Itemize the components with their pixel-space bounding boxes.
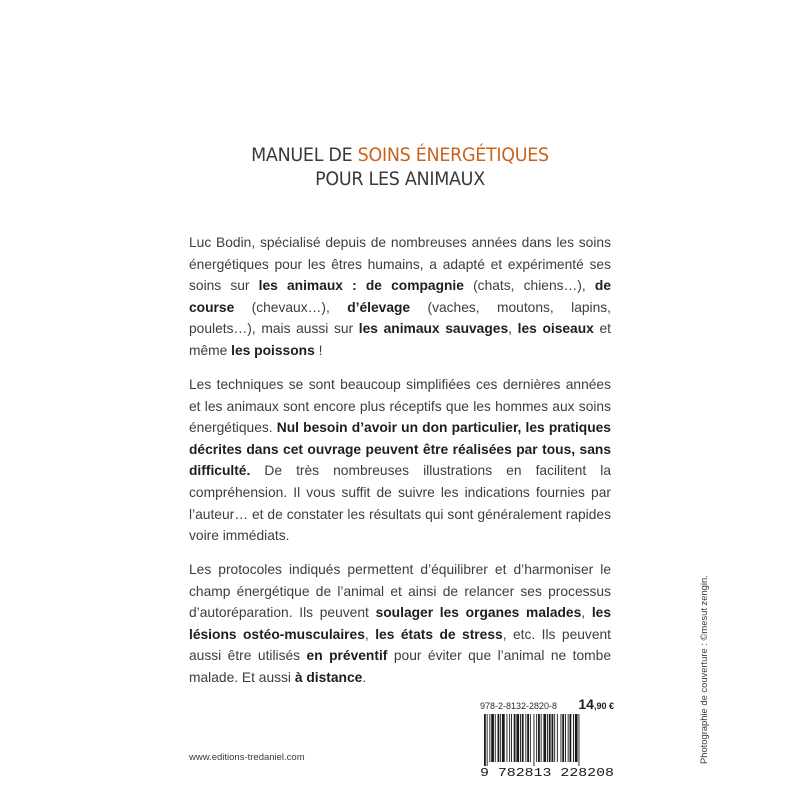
barcode-bar: [484, 714, 486, 766]
barcode-bar: [561, 714, 562, 762]
barcode-bar: [525, 714, 526, 762]
barcode-bar: [547, 714, 548, 762]
barcode-bar: [502, 714, 505, 762]
photo-credit: Photographie de couverture : ©mesut zengin.: [698, 575, 709, 764]
barcode-bar: [507, 714, 508, 762]
barcode-bar: [557, 714, 558, 762]
paragraph-1: Luc Bodin, spécialisé depuis de nombreuses années dans les soins énergétiques pour les êtres humains, a adapté et expérimenté ses soins sur les animaux : de compagnie (chats, chiens…), de course (chevaux…), d’élevage (vaches, moutons, lapins, poulets…), mais aussi sur les animaux sauvages, les oiseaux et même les poissons !: [189, 235, 612, 358]
isbn-price-row: [480, 696, 614, 712]
barcode-bar: [522, 714, 524, 762]
paragraph-2: Les techniques se sont beaucoup simplifiées ces dernières années et les animaux sont encore plus réceptifs que les hommes aux soins énergétiques. Nul besoin d’avoir un don particulier, les pratiques décrites dans cet ouvrage peuvent être réalisées par tous, sans difficulté. De très nombreuses illustrations en facilitent la compréhension. Il vous suffit de suivre les indications fournies par l’auteur… et de constater les résultats qui sont généralement rapides voire immédiats.: [189, 376, 611, 544]
title-accent: SOINS ÉNERGÉTIQUES: [357, 144, 549, 166]
barcode-bar: [511, 714, 512, 762]
barcode-bar: [538, 714, 540, 762]
barcode-bar: [534, 714, 535, 766]
price: 14,90 €: [578, 696, 614, 712]
barcode-bar: [575, 714, 578, 762]
book-title: [32, 143, 768, 191]
barcode-image: [478, 714, 616, 778]
title-line-1: MANUEL DE SOINS ÉNERGÉTIQUES: [251, 144, 549, 166]
barcode-bar: [489, 714, 490, 762]
barcode-bar: [520, 714, 521, 762]
barcode-digits: 9 782813 228208: [480, 767, 615, 778]
barcode-bar: [527, 714, 529, 762]
barcode-bar: [543, 714, 546, 762]
barcode-bar: [495, 714, 496, 762]
barcode-bar: [498, 714, 500, 762]
back-cover-text: [189, 232, 611, 701]
barcode-bar: [491, 714, 494, 762]
barcode-bar: [487, 714, 488, 766]
barcode-bar: [541, 714, 542, 762]
barcode-bar: [516, 714, 519, 762]
barcode-block: [478, 696, 618, 778]
barcode-bar: [500, 714, 501, 762]
title-line-2: POUR LES ANIMAUX: [315, 168, 485, 190]
barcode-bar: [536, 714, 537, 762]
barcode-bar: [562, 714, 564, 762]
barcode-bar: [579, 714, 580, 766]
barcode-bar: [509, 714, 510, 762]
publisher-website: www.editions-tredaniel.com: [189, 752, 305, 763]
barcode-bar: [554, 714, 555, 762]
barcode-bar: [565, 714, 566, 762]
barcode-bar: [570, 714, 572, 762]
barcode-bar: [573, 714, 574, 762]
barcode-bar: [514, 714, 516, 762]
barcode-bar: [568, 714, 569, 762]
paragraph-3: Les protocoles indiqués permettent d’équilibrer et d’harmoniser le champ énergétique de l’animal et ainsi de relancer ses processus d’autoréparation. Ils peuvent soulager les organes malades, les lésions ostéo-musculaires, les états de stress, etc. Ils peuvent aussi être utilisés en préventif pour éviter que l’animal ne tombe malade. Et aussi à distance.: [189, 562, 612, 686]
barcode-bar: [552, 714, 554, 762]
barcode-bar: [549, 714, 551, 762]
barcode-bar: [530, 714, 531, 762]
isbn-number: 978-2-8132-2820-8: [480, 701, 558, 711]
